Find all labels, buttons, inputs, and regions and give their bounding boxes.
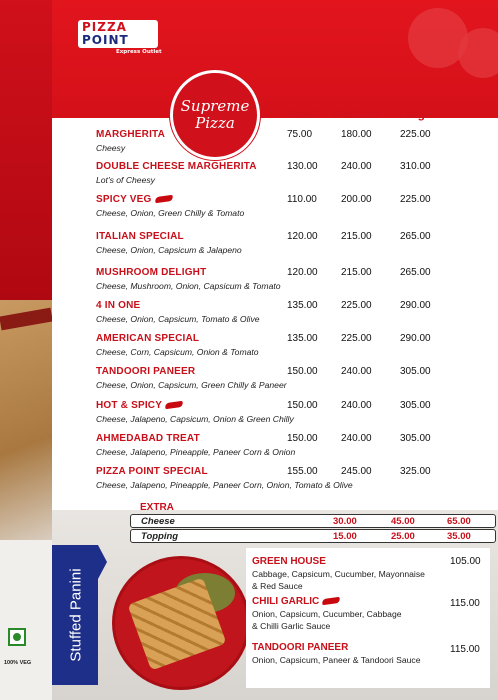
- stuffed-panini-label: Stuffed Panini: [67, 568, 85, 662]
- panini-item-price: 115.00: [450, 644, 480, 655]
- extra-label: Topping: [141, 531, 179, 542]
- panini-item-name: GREEN HOUSE: [252, 556, 326, 567]
- pizza-item-desc: Cheesy: [96, 143, 126, 153]
- pizza-price-small: 110.00: [287, 194, 317, 205]
- pizza-item-name-row: [96, 400, 294, 411]
- pizza-price-small: 150.00: [287, 400, 318, 411]
- stuffed-panini-tab: [52, 545, 98, 685]
- logo-line2: POINT: [82, 33, 129, 47]
- pizza-price-small: 135.00: [287, 333, 318, 344]
- logo-line1: PIZZA: [82, 20, 127, 34]
- panini-item: [252, 596, 402, 631]
- pizza-item-name: DOUBLE CHEESE MARGHERITA: [96, 161, 257, 172]
- left-grey-panel: [0, 540, 52, 700]
- veg-dot: [13, 633, 21, 641]
- pizza-price-medium: 180.00: [341, 129, 372, 140]
- pizza-item: [96, 161, 257, 185]
- pizza-item: [96, 333, 259, 357]
- pizza-price-medium: 240.00: [341, 161, 372, 172]
- panini-item: [252, 556, 425, 591]
- pizza-item-name: TANDOORI PANEER: [96, 366, 196, 377]
- pizza-price-medium: 240.00: [341, 433, 372, 444]
- pizza-item-name-row: [96, 333, 259, 344]
- pizza-price-small: 120.00: [287, 267, 318, 278]
- pizza-item-desc: Cheese, Jalapeno, Capsicum, Onion & Green Chilly: [96, 414, 294, 424]
- panini-item-name: CHILI GARLIC: [252, 596, 320, 607]
- pizza-price-large: 290.00: [400, 333, 431, 344]
- pizza-price-medium: 200.00: [341, 194, 372, 205]
- pizza-item-name: HOT & SPICY: [96, 400, 163, 411]
- veg-mark-icon: [8, 628, 26, 646]
- pizza-price-small: 135.00: [287, 300, 318, 311]
- panini-item-name-row: [252, 596, 402, 607]
- pizza-price-small: 130.00: [287, 161, 318, 172]
- panini-item-price: 115.00: [450, 598, 480, 609]
- decor-circle: [458, 28, 498, 78]
- logo-box: [78, 20, 158, 48]
- chevron-right-icon: [98, 545, 107, 579]
- panini-plate-image: [112, 556, 250, 690]
- pizza-item-name: AMERICAN SPECIAL: [96, 333, 200, 344]
- pizza-price-medium: 245.00: [341, 466, 372, 477]
- pizza-item: [96, 366, 287, 390]
- extra-row-topping: [130, 529, 496, 543]
- pizza-item-name-row: [96, 366, 287, 377]
- pizza-price-large: 225.00: [400, 194, 431, 205]
- pizza-price-large: 325.00: [400, 466, 431, 477]
- pizza-item-name-row: [96, 194, 244, 205]
- pizza-price-large: 305.00: [400, 433, 431, 444]
- extra-price-small: 30.00: [333, 516, 357, 527]
- pizza-price-medium: 240.00: [341, 366, 372, 377]
- pizza-price-medium: 225.00: [341, 333, 372, 344]
- pizza-price-large: 305.00: [400, 400, 431, 411]
- pizza-item: [96, 267, 281, 291]
- pizza-item-desc: Cheese, Onion, Green Chilly & Tomato: [96, 208, 245, 218]
- chili-icon: [165, 401, 184, 409]
- column-header-large: Large: [399, 107, 432, 121]
- pizza-price-small: 150.00: [287, 433, 318, 444]
- pizza-item-name: PIZZA POINT SPECIAL: [96, 466, 208, 477]
- pizza-price-medium: 225.00: [341, 300, 372, 311]
- title-line1: Supreme: [180, 97, 250, 115]
- extra-label: Cheese: [141, 516, 175, 527]
- left-board-image: [0, 300, 52, 540]
- panini-item-desc-cont: & Red Sauce: [252, 581, 303, 591]
- panini-item-name: TANDOORI PANEER: [252, 642, 349, 653]
- panini-item-desc-cont: & Chilli Garlic Sauce: [252, 621, 331, 631]
- pizza-price-large: 265.00: [400, 231, 431, 242]
- column-header-small: Small: [287, 107, 320, 121]
- pizza-item-name: 4 IN ONE: [96, 300, 141, 311]
- column-header-medium: Medium: [333, 107, 379, 121]
- panini-item: [252, 642, 420, 665]
- pizza-price-small: 75.00: [287, 129, 313, 140]
- pizza-item-name-row: [96, 161, 257, 172]
- pizza-item-desc: Cheese, Onion, Capsicum, Tomato & Olive: [96, 314, 260, 324]
- extra-price-large: 65.00: [447, 516, 471, 527]
- pizza-item-desc: Cheese, Mushroom, Onion, Capsicum & Tomato: [96, 281, 281, 291]
- extra-price-medium: 25.00: [391, 531, 415, 542]
- section-title-badge: [170, 70, 260, 160]
- pizza-item-name: AHMEDABAD TREAT: [96, 433, 200, 444]
- pizza-item-name: ITALIAN SPECIAL: [96, 231, 184, 242]
- logo-tagline: Express Outlet: [116, 49, 162, 55]
- left-red-panel: [0, 0, 52, 300]
- pizza-item-name-row: [96, 267, 281, 278]
- pizza-item-name-row: [96, 231, 242, 242]
- pizza-item-name-row: [96, 300, 260, 311]
- pizza-item-name: SPICY VEG: [96, 194, 152, 205]
- veg-label: 100% VEG: [4, 660, 32, 666]
- pizza-price-large: 225.00: [400, 129, 431, 140]
- panini-item-desc: Onion, Capsicum, Paneer & Tandoori Sauce: [252, 655, 421, 665]
- pizza-item-name: MARGHERITA: [96, 129, 166, 140]
- brand-logo: [78, 20, 170, 60]
- panini-item-desc: Onion, Capsicum, Cucumber, Cabbage: [252, 609, 402, 619]
- chili-icon: [322, 597, 341, 605]
- pizza-item-name-row: [96, 129, 165, 140]
- title-line2: Pizza: [195, 114, 235, 132]
- panini-item-price: 105.00: [450, 556, 481, 567]
- pizza-price-large: 305.00: [400, 366, 431, 377]
- pizza-price-large: 265.00: [400, 267, 431, 278]
- extra-title: EXTRA: [140, 502, 174, 513]
- pizza-price-medium: 215.00: [341, 231, 372, 242]
- pizza-item-desc: Cheese, Onion, Capsicum, Green Chilly & Paneer: [96, 380, 287, 390]
- pizza-item: [96, 194, 244, 218]
- pizza-item: [96, 129, 165, 153]
- pizza-item-desc: Cheese, Jalapeno, Pineapple, Paneer Corn, Onion, Tomato & Olive: [96, 480, 353, 490]
- pizza-item: [96, 400, 294, 424]
- extra-price-medium: 45.00: [391, 516, 415, 527]
- pizza-item-desc: Cheese, Onion, Capsicum & Jalapeno: [96, 245, 242, 255]
- extra-row-cheese: [130, 514, 496, 528]
- pizza-item: [96, 300, 260, 324]
- pizza-item-name-row: [96, 433, 295, 444]
- chili-icon: [154, 195, 173, 203]
- pizza-price-medium: 215.00: [341, 267, 372, 278]
- pizza-price-small: 155.00: [287, 466, 318, 477]
- pizza-item-desc: Cheese, Corn, Capsicum, Onion & Tomato: [96, 347, 259, 357]
- pizza-item: [96, 231, 242, 255]
- pizza-item-name: MUSHROOM DELIGHT: [96, 267, 207, 278]
- pizza-item: [96, 433, 295, 457]
- pizza-price-large: 310.00: [400, 161, 431, 172]
- extra-price-large: 35.00: [447, 531, 471, 542]
- extra-price-small: 15.00: [333, 531, 357, 542]
- left-decor-strip: [0, 0, 52, 700]
- pizza-price-small: 120.00: [287, 231, 318, 242]
- pizza-item-desc: Cheese, Jalapeno, Pineapple, Paneer Corn & Onion: [96, 447, 296, 457]
- pizza-item-desc: Lot's of Cheesy: [96, 175, 155, 185]
- pizza-price-large: 290.00: [400, 300, 431, 311]
- panini-item-desc: Cabbage, Capsicum, Cucumber, Mayonnaise: [252, 569, 425, 579]
- pizza-price-medium: 240.00: [341, 400, 372, 411]
- pizza-price-small: 150.00: [287, 366, 318, 377]
